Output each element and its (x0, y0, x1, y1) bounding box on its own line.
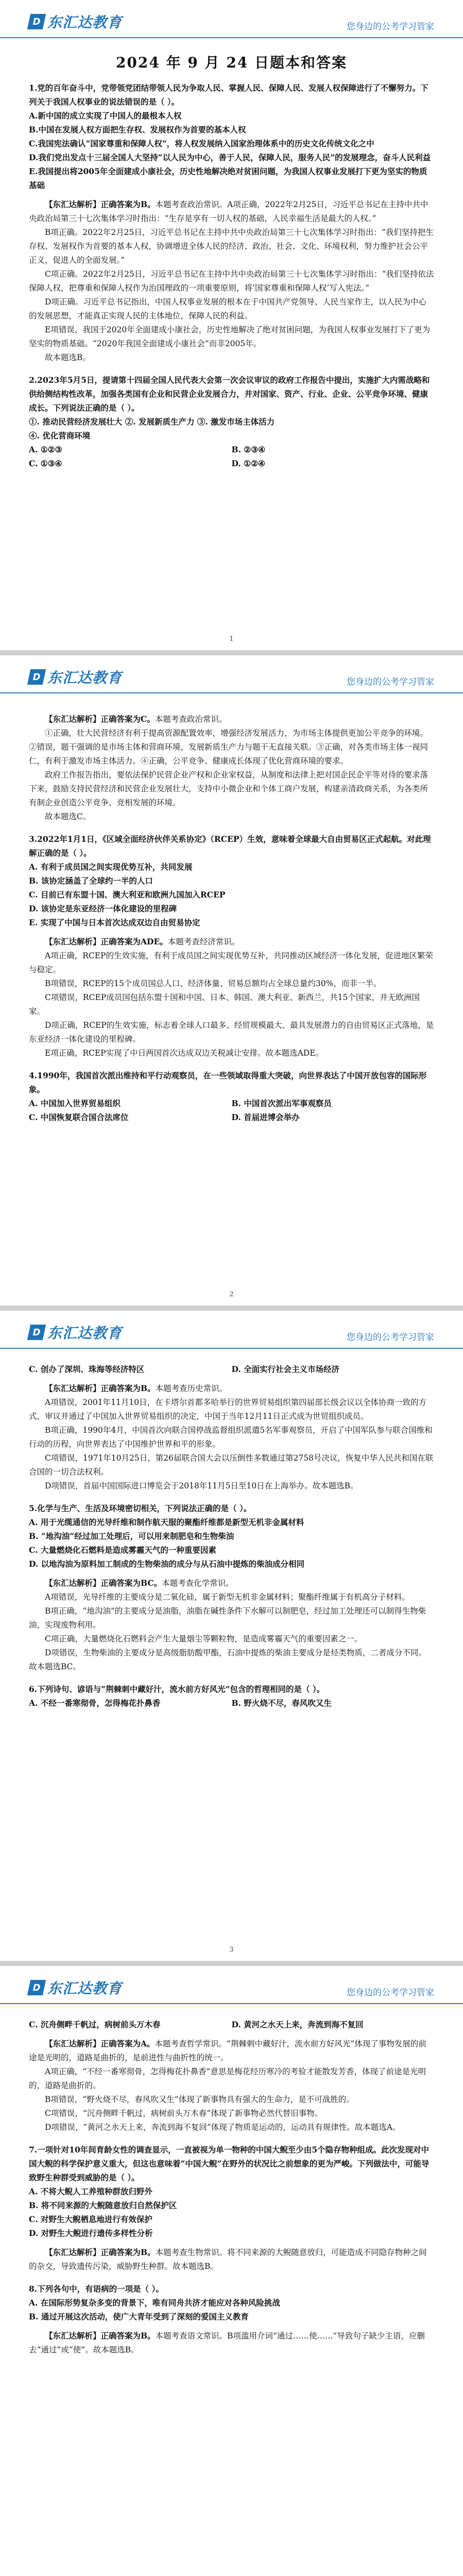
logo-mark-icon: D (27, 14, 46, 29)
logo-text: 东汇达教育 (47, 669, 123, 686)
answer-option: C. 大量燃烧化石燃料是造成雾霾天气的一种重要因素 (29, 1545, 216, 1555)
explanation-paragraph: D项错误，首届中国国际进口博览会于2018年11月5日至10日在上海举办。故本题选B。 (45, 1481, 358, 1490)
answer-option: B. ②③④ (231, 445, 266, 454)
question-stem: 2.2023年5月5日，提请第十四届全国人民代表大会第一次会议审议的政府工作报告中提出，实施扩大内需战略和供给侧结构性改革，加强各类国有企业和民营企业发展合力，并对国家、资产、行业、企业、公平竞争环境、健康成长。下列说法正确的是（ ）。 (29, 375, 430, 413)
logo (29, 11, 122, 32)
logo (29, 1322, 122, 1343)
explanation-paragraph: B项正确。2022年2月25日，习近平总书记在主持中共中央政治局第三十七次集体学习时指出：“我们坚持把生存权、发展权作为首要的基本人权，协调增进全体人民的经济、政治、社会、文化、环境权利，努力维护社会公平正义，促进人的全面发展。” (29, 228, 434, 265)
explanation-paragraph: A项正确，“不经一番寒彻骨，怎得梅花扑鼻香”意思是梅花经历寒冷的考验才能散发芳香，体现了前途是光明的，道路是曲折的。 (29, 2067, 426, 2090)
logo-mark-icon: D (27, 669, 46, 685)
explanation-paragraph: C项正确。2022年2月25日，习近平总书记在主持中共中央政治局第三十七次集体学习时指出：“我们坚持依法保障人权，把尊重和保障人权作为治国理政的一项重要原则，将‘国家尊重和保障人权’写入宪法。” (29, 269, 434, 293)
document-title: 2024 年 9 月 24 日题本和答案 (115, 54, 348, 71)
option-grid (29, 2018, 434, 2031)
page-number: 2 (229, 1291, 234, 1298)
answer-option: C. 创办了深圳、珠海等经济特区 (29, 1364, 145, 1374)
explanation-text: 本题考查经济常识。 (167, 937, 240, 946)
logo-text: 东汇达教育 (47, 1325, 123, 1342)
answer-option: B.中国在发展人权方面把生存权、发展权作为首要的基本人权 (29, 125, 246, 134)
explanation-paragraph: B项正确，1990年4月，中国首次向联合国停战监督组织派遣5名军事观察员，开启了中国军队参与联合国维和行动的历程，向世界表达了中国维护世界和平的形象。 (29, 1426, 433, 1449)
explanation-text: 本题考查化学常识。 (162, 1579, 234, 1588)
explanation-text: 本题考查哲学常识。“荆棘刺中藏好汁，流水前方好风光”体现了事物发展的前途是光明的，道路是曲折的，是前进性与曲折性的统一。 (29, 2039, 426, 2062)
spacer (29, 1493, 434, 1499)
logo-mark-icon: D (27, 1980, 46, 1995)
header-slogan: 您身边的公考学习管家 (347, 1332, 434, 1343)
explanation-text: 本题考查政治常识。A项正确，2022年2月25日，习近平总书记在主持中共中央政治局第三十七次集体学习时指出：“生存是享有一切人权的基础，人民幸福生活是最大的人权。” (29, 200, 428, 223)
question-stem: 6.下列诗句、谚语与“荆棘刺中藏好汁，流水前方好风光”包含的哲理相同的是（ ）。 (29, 1684, 325, 1694)
answer-option: A. 在国际形势复杂多变的背景下，唯有同舟共济才能应对各种风险挑战 (29, 2298, 280, 2308)
explanation-paragraph: B项错误，RCEP的15个成员国总人口、经济体量、贸易总额均占全球总量约30%，而非一半。 (45, 979, 382, 988)
page-header (0, 655, 463, 693)
answer-option: D. 对野生大鲵进行遗传多样性分析 (29, 2228, 153, 2238)
question-stem: 1.党的百年奋斗中，党带领党团结带领人民为争取人民、掌握人民、保障人民、发展人权保障进行了不懈努力。下列关于我国人权事业的说法错误的是（ ）。 (29, 83, 428, 107)
answer-option: C. 对野生大鲵栖息地进行有效保护 (29, 2214, 152, 2224)
explanation-tag: 【东汇达解析】 (45, 937, 101, 946)
answer-option: D.我们党出发点十三届全国人大坚持“以人民为中心，善于人民，保障人民，服务人民”的发展理念，奋斗人民利益 (29, 152, 431, 162)
spacer (29, 2274, 434, 2280)
answer-option: D. 全面实行社会主义市场经济 (231, 1364, 340, 1374)
answer-option: A. 有利于成员国之间实现优势互补，共同发展 (29, 862, 193, 872)
answer-option: D. 该协定是东亚经济一体化建设的里程碑 (29, 904, 177, 913)
page-header (0, 1966, 463, 2004)
question-stem: 5.化学与生产、生活及环境密切相关，下列说法正确的是（ ）。 (29, 1503, 252, 1513)
answer-option: A. 不将大鲵人工养殖种群放归野外 (29, 2187, 152, 2196)
answer-option: A. 不经一番寒彻骨，怎得梅花扑鼻香 (29, 1698, 161, 1708)
explanation-text: 本题考查政治常识。 (155, 715, 227, 724)
answer-explanation (29, 197, 434, 226)
explanation-tag: 【东汇达解析】 (45, 1578, 101, 1588)
option-grid (29, 1362, 434, 1376)
explanation-paragraph: D项正确，RCEP的生效实施，标志着全球人口最多、经贸规模最大、最具发展潜力的自由贸易区正式落地，是东亚经济一体化建设的里程碑。 (29, 1021, 434, 1044)
explanation-paragraph: D项正确。习近平总书记指出，中国人权事业发展的根本在于中国共产党领导、人民当家作主，以人民为中心的发展思想，才能真正实现人民的主体地位，保障人民的利益。 (29, 297, 426, 320)
page-header (0, 0, 463, 38)
explanation-text: 本题考查语文常识。B项滥用介词“通过……使……”导致句子缺少主语，应删去“通过”或“使”。故本题选B。 (29, 2331, 425, 2354)
logo-text: 东汇达教育 (47, 14, 123, 31)
answer-explanation (29, 712, 434, 726)
page (0, 655, 463, 1306)
explanation-tag: 【东汇达解析】 (45, 714, 101, 724)
answer-option: D. 以地沟油为原料加工制成的生物柴油的成分与从石油中提炼的柴油成分相同 (29, 1559, 305, 1569)
spacer (29, 1674, 434, 1680)
answer-option: E.我国提出将2005年全面建成小康社会，历史性地解决绝对贫困问题，为我国人权事业发展打下更为坚实的物质基础 (29, 166, 427, 190)
explanation-tag: 【东汇达解析】 (45, 2331, 101, 2341)
explanation-paragraph: B项正确，“地沟油”的主要成分是油脂，油脂在碱性条件下水解可以制肥皂，经过加工处理还可以制得生物柴油，实现废物利用。 (29, 1606, 426, 1630)
header-slogan: 您身边的公考学习管家 (347, 677, 434, 687)
explanation-tag: 【东汇达解析】 (45, 1383, 101, 1393)
explanation-paragraph: D项错误，生物柴油的主要成分是高级脂肪酸甲酯，石油中提炼的柴油主要成分是烃类物质，二者成分不同。故本题选BC。 (29, 1648, 426, 1671)
explanation-paragraph: 政府工作报告指出，要依法保护民营企业产权和企业家权益，从制度和法律上把对国企民企平等对待的要求落下来，鼓励支持民营经济和民营企业发展壮大，支持中小微企业和个体工商户发展，构建亲清政商关系，为各类所有制企业创造公平竞争、竞相发展的环境。 (29, 770, 428, 807)
page-body (0, 693, 463, 1124)
spacer (29, 824, 434, 830)
explanation-paragraph: E项错误，我国于2020年全面建成小康社会，历史性地解决了绝对贫困问题，为我国人权事业发展打下了更为坚实的物质基础。“2020年我国全面建成小康社会”而非2005年。 (29, 325, 431, 348)
explanation-text: 本题考查生物常识。将不同来源的大鲵随意放归，可能造成不同隐存物种之间的杂交，导致遗传污染，威胁野生种群。故本题选B。 (29, 2248, 427, 2271)
explanation-paragraph: 故本题选C。 (45, 812, 91, 821)
correct-answer: 正确答案为B。 (100, 2331, 156, 2341)
explanation-paragraph: C项错误，RCEP成员国包括东盟十国和中国、日本、韩国、澳大利亚、新西兰，共15个国家，并无欧洲国家。 (29, 993, 420, 1016)
answer-option: C.我国宪法确认“国家尊重和保障人权”，将人权发展纳入国家治理体系中的历史文化传统文化之中 (29, 139, 374, 148)
correct-answer: 正确答案为B。 (100, 2247, 156, 2257)
answer-option: ④. 优化营商环境 (29, 431, 91, 440)
logo (29, 1977, 122, 1998)
answer-option: A. 用于光缆通信的光导纤维和制作航天服的聚酯纤维都是新型无机非金属材料 (29, 1517, 304, 1527)
page-body (0, 2004, 463, 2357)
explanation-paragraph: ①正确，壮大民营经济有利于提高资源配置效率，增强经济发展活力，为市场主体提供更加公平竞争的环境。②错误，题干强调的是市场主体和营商环境，发展新质生产力与题干无直接关联。③正确，对各类市场主体一视同仁，有利于激发市场主体活力。④正确，公平竞争、健康成长体现了优化营商环境的要求。 (29, 728, 428, 766)
answer-option: B. 将不同来源的大鲵随意放归自然保护区 (29, 2200, 177, 2210)
explanation-paragraph: E项正确，RCEP实现了中日两国首次达成双边关税减让安排。故本题选ADE。 (45, 1048, 324, 1058)
explanation-paragraph: C项错误，1971年10月25日，第26届联合国大会以压倒性多数通过第2758号决议，恢复中华人民共和国在联合国的一切合法权利。 (29, 1453, 434, 1477)
answer-explanation (29, 935, 434, 949)
header-slogan: 您身边的公考学习管家 (347, 1988, 434, 1998)
explanation-paragraph: A项错误，2001年11月10日，在卡塔尔首都多哈举行的世界贸易组织第四届部长级会议以全体协商一致的方式，审议并通过了中国加入世界贸易组织的决定，中国于当年12月11日正式成为世贸组织成员。 (29, 1398, 427, 1421)
correct-answer: 正确答案为ADE。 (100, 937, 168, 946)
page (0, 1311, 463, 1961)
answer-explanation (29, 2329, 434, 2357)
page-header (0, 1311, 463, 1349)
option-grid (29, 1096, 434, 1124)
page-number: 1 (229, 635, 234, 643)
explanation-paragraph: A项正确，RCEP的生效实施，有利于成员国之间实现优势互补，共同推动区域经济一体化发展，促进地区繁荣与稳定。 (29, 951, 433, 974)
correct-answer: 正确答案为C。 (100, 714, 155, 724)
answer-option: E. 实现了中国与日本首次达成双边自由贸易协定 (29, 918, 200, 927)
page-body (0, 1349, 463, 1710)
answer-explanation (29, 2245, 434, 2274)
explanation-paragraph: D项错误，“黄河之水天上来，奔流到海不复回”体现了物质是运动的，运动具有规律性。故本题选A。 (45, 2123, 401, 2132)
correct-answer: 正确答案为BC。 (100, 1578, 162, 1588)
answer-option: A.新中国的成立实现了中国人的最根本人权 (29, 111, 182, 121)
correct-answer: 正确答案为B。 (100, 199, 156, 209)
page (0, 0, 463, 650)
spacer (29, 1060, 434, 1066)
correct-answer: 正确答案为A。 (100, 2039, 155, 2048)
spacer (29, 365, 434, 371)
page (0, 1966, 463, 2576)
logo-mark-icon: D (27, 1325, 46, 1340)
answer-option: D. 首届进博会举办 (231, 1112, 300, 1122)
answer-option: B. 通过开展这次活动，使广大青年受到了深刻的爱国主义教育 (29, 2312, 249, 2321)
answer-option: D. ①②④ (231, 459, 265, 468)
answer-option: D. 黄河之水天上来，奔流到海不复回 (231, 2020, 364, 2029)
explanation-paragraph: A项错误，光导纤维的主要成分是二氧化硅，属于新型无机非金属材料；聚酯纤维属于有机高分子材料。 (45, 1592, 410, 1602)
answer-option: B. 该协定涵盖了全球约一半的人口 (29, 876, 153, 886)
option-grid (29, 1696, 434, 1710)
answer-option: A. ①②③ (29, 445, 62, 454)
option-grid (29, 443, 434, 470)
page-body (0, 38, 463, 470)
answer-option: ①. 推动民营经济发展壮大 ②. 发展新质生产力 ③. 激发市场主体活力 (29, 417, 275, 427)
question-stem: 7.一项针对10年间育龄女性的调查显示，一直被视为单一物种的中国大鲵至少由5个隐存物种组成。此次发现对中国大鲵的科学保护意义重大，但这也意味着“中国大鲵”在野外的状况比之前想象的更为严峻。下列做法中，可能导致野生种群受到威胁的是（ ）。 (29, 2145, 430, 2182)
explanation-paragraph: 故本题选B。 (45, 353, 91, 362)
answer-explanation (29, 1381, 434, 1396)
page-number: 3 (229, 1946, 234, 1954)
answer-explanation (29, 1576, 434, 1590)
question-stem: 3.2022年1月1日，《区域全面经济伙伴关系协定》（RCEP）生效，意味着全球最大自由贸易区正式起航。对此理解正确的是（ ）。 (29, 834, 431, 858)
answer-option: B. “地沟油”经过加工处理后，可以用来制肥皂和生物柴油 (29, 1531, 234, 1541)
answer-option: C. 中国恢复联合国合法席位 (29, 1112, 129, 1122)
header-slogan: 您身边的公考学习管家 (347, 22, 434, 32)
question-stem: 4.1990年，我国首次派出维持和平行动观察员，在一些领域取得重大突破，向世界表达了中国开放包容的国际形象。 (29, 1071, 427, 1094)
answer-option: B. 野火烧不尽，春风吹又生 (231, 1698, 332, 1708)
logo (29, 667, 122, 687)
spacer (29, 2134, 434, 2141)
answer-option: C. ①③④ (29, 459, 62, 468)
answer-explanation (29, 2037, 434, 2065)
explanation-tag: 【东汇达解析】 (45, 2247, 101, 2257)
answer-option: B. 中国首次派出军事观察员 (231, 1098, 332, 1108)
correct-answer: 正确答案为B。 (100, 1383, 156, 1393)
explanation-paragraph: B项错误，“野火烧不尽，春风吹又生”体现了新事物具有强大的生命力，是不可战胜的。 (45, 2095, 354, 2104)
explanation-paragraph: C项正确，大量燃烧化石燃料会产生大量烟尘等颗粒物，是造成雾霾天气的重要因素之一。 (45, 1634, 363, 1643)
answer-option: C. 目前已有东盟十国、澳大利亚和欧洲九国加入RCEP (29, 890, 226, 900)
explanation-text: 本题考查历史常识。 (155, 1384, 228, 1393)
logo-text: 东汇达教育 (47, 1980, 123, 1997)
explanation-tag: 【东汇达解析】 (45, 2039, 101, 2048)
answer-option: A. 中国加入世界贸易组织 (29, 1098, 121, 1108)
explanation-tag: 【东汇达解析】 (45, 199, 101, 209)
explanation-paragraph: C项错误，“沉舟侧畔千帆过，病树前头万木春”体现了新事物必然代替旧事物。 (45, 2109, 323, 2118)
question-stem: 8.下列各句中，有语病的一项是（ ）。 (29, 2284, 164, 2294)
answer-option: C. 沉舟侧畔千帆过，病树前头万木春 (29, 2020, 161, 2029)
